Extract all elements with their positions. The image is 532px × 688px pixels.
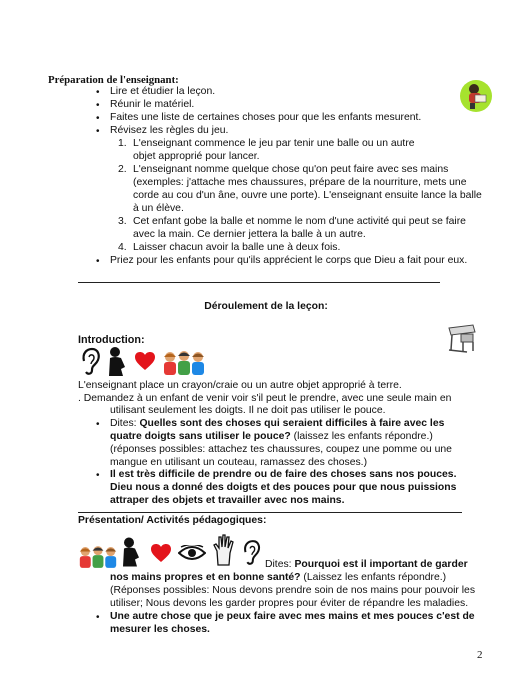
divider	[78, 282, 440, 283]
step-number: 1.	[118, 138, 127, 149]
step-line: à un élève.	[133, 203, 184, 214]
prep-bullet: Révisez les règles du jeu.	[110, 125, 229, 136]
presentation-answer: utiliser; Nous devons les garder propres pour éviter de répandre les maladies.	[110, 598, 469, 609]
praying-child-icon	[120, 535, 144, 569]
intro-paragraph: . Demandez à un enfant de venir voir s'il peut le prendre, avec une seule main en	[78, 393, 452, 404]
intro-bullet-bold: Dieu nous a donné des doigts et des pouces pour que nous puissions	[110, 482, 457, 493]
presentation-bullet-bold: mesurer les choses.	[110, 624, 210, 635]
intro-paragraph: L'enseignant place un crayon/craie ou un autre objet approprié à terre.	[78, 380, 402, 391]
intro-heading: Introduction:	[78, 334, 145, 346]
lesson-title: Déroulement de la leçon:	[204, 301, 328, 312]
step-number: 3.	[118, 216, 127, 227]
teacher-reading-icon	[458, 78, 494, 114]
step-line: Cet enfant gobe la balle et nomme le nom d'une activité qui peut se faire	[133, 216, 466, 227]
prep-bullet: Faites une liste de certaines choses pour que les enfants mesurent.	[110, 112, 422, 123]
presentation-question: nos mains propres et en bonne santé? (Laissez les enfants répondre.)	[110, 572, 447, 583]
intro-paragraph: utilisant seulement les doigts. Il ne doit pas utiliser le pouce.	[110, 405, 386, 416]
page-number: 2	[477, 649, 483, 661]
intro-bullet-text: (réponses possibles: attachez tes chaussures, coupez une pomme ou une	[110, 444, 452, 455]
presentation-heading: Présentation/ Activités pédagogiques:	[78, 515, 267, 526]
step-line: Laisser chacun avoir la balle une à deux fois.	[133, 242, 341, 253]
ear-icon	[240, 539, 262, 567]
hand-icon	[212, 533, 236, 567]
prep-bullet: Réunir le matériel.	[110, 99, 195, 110]
ear-icon	[78, 347, 102, 377]
presentation-answer: (Réponses possibles: Nous devons prendre soin de nos mains pour pouvoir les	[110, 585, 476, 596]
heart-icon	[150, 543, 172, 563]
presentation-bullet-bold: Une autre chose que je peux faire avec mes mains et mes pouces c'est de	[110, 611, 475, 622]
praying-child-icon	[106, 345, 130, 378]
prep-bullet: Priez pour les enfants pour qu'ils apprécient le corps que Dieu a fait pour eux.	[110, 255, 468, 266]
intro-bullet-question: quatre doigts sans utiliser le pouce? (laissez les enfants répondre.)	[110, 431, 433, 442]
intro-bullet-question: Dites: Quelles sont des choses qui seraient difficiles à faire avec les	[110, 418, 445, 429]
step-line: L'enseignant commence le jeu par tenir une balle ou un autre	[133, 138, 415, 149]
prep-bullet: Lire et étudier la leçon.	[110, 86, 216, 97]
heart-icon	[134, 351, 156, 371]
step-line: avec la main. Ce dernier jettera la balle à un autre.	[133, 229, 366, 240]
school-desk-icon	[443, 322, 479, 354]
children-group-icon	[78, 543, 118, 571]
divider	[78, 512, 462, 513]
intro-bullet-bold: Il est très difficile de prendre ou de faire des choses sans nos pouces.	[110, 469, 457, 480]
step-line: (exemples: j'attache mes chaussures, prépare de la nourriture, mets une	[133, 177, 467, 188]
step-number: 2.	[118, 164, 127, 175]
step-number: 4.	[118, 242, 127, 253]
eye-icon	[178, 545, 206, 561]
intro-bullet-bold: attraper des objets et travailler avec nos mains.	[110, 495, 345, 506]
presentation-question: Dites: Pourquoi est il important de garder	[265, 559, 468, 570]
step-line: L'enseignant nomme quelque chose qu'on peut faire avec ses mains	[133, 164, 449, 175]
children-group-icon	[162, 349, 206, 377]
step-line: objet approprié pour lancer.	[133, 151, 260, 162]
step-line: corde au cou d'un âne, ouvre une porte). L'enseignant ensuite lance la balle	[133, 190, 482, 201]
intro-bullet-text: mangue en utilisant un couteau, ramassez des choses.)	[110, 457, 368, 468]
prep-heading: Préparation de l'enseignant:	[48, 74, 179, 86]
